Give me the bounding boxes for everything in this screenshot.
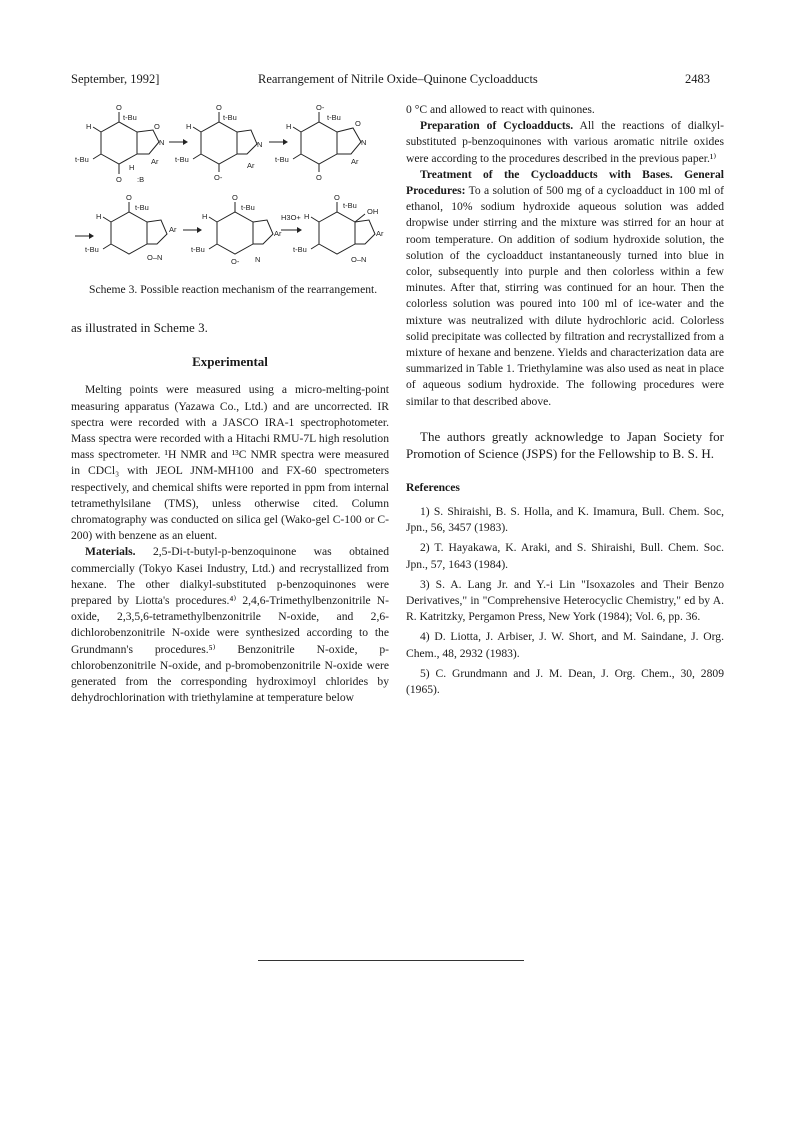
scheme-molecule-6: [293, 193, 384, 264]
svg-text:O: O: [355, 119, 361, 128]
svg-text:H3O+: H3O+: [281, 213, 301, 222]
svg-text:N: N: [159, 138, 165, 147]
scheme-molecule-4: [85, 193, 177, 262]
svg-text:Ar: Ar: [351, 157, 359, 166]
materials-text: 2,5-Di-t-butyl-p-benzoquinone was obtained commercially (Tokyo Kasei Industry, Ltd.) and recrystallized from hexane. The other dialkyl-substituted p-benzoquinones were prepared by Liotta's procedures.⁴⁾ 2,4,6-Trimethylbenzonitrile N-oxide, 2,3,5,6-tetramethylbenzonitrile N-oxide, and 2,6-dichlorobenzonitrile N-oxide were synthesized according to the Grundmann's procedures.⁵⁾ Benzonitrile N-oxide, p-chlorobenzonitrile N-oxide, and p-bromobenzonitrile N-oxide were generated from the corresponding hydroximoyl chlorides by dehydrochlorination with triethylamine at temperature below: [71, 545, 389, 705]
preparation-heading: Preparation of Cycloadducts.: [420, 119, 574, 133]
acknowledgement: The authors greatly acknowledge to Japan Society for Promotion of Science (JSPS) for the Fellowship to B. S. H.: [406, 428, 724, 461]
svg-text:O-: O-: [316, 103, 325, 112]
svg-text:t-Bu: t-Bu: [327, 113, 341, 122]
svg-text:H: H: [86, 122, 92, 131]
materials-heading: Materials.: [85, 545, 136, 559]
svg-text:H: H: [96, 212, 102, 221]
treatment-heading: Treatment of the Cycloadducts with Bases. General Procedures:: [406, 167, 724, 198]
svg-text:O: O: [216, 103, 222, 112]
reference-item: 5) C. Grundmann and J. M. Dean, J. Org. Chem., 30, 2809 (1965).: [406, 666, 724, 697]
svg-text:N: N: [361, 138, 367, 147]
svg-text:H: H: [202, 212, 208, 221]
scheme-molecule-5: [191, 193, 282, 266]
continued-text: 0 °C and allowed to react with quinones.: [406, 103, 595, 116]
references-heading: References: [406, 480, 460, 494]
svg-text:H: H: [304, 212, 310, 221]
svg-text:O: O: [116, 175, 122, 184]
svg-text:t-Bu: t-Bu: [175, 155, 189, 164]
reference-item: 4) D. Liotta, J. Arbiser, J. W. Short, and M. Saindane, J. Org. Chem., 48, 2932 (1983).: [406, 630, 724, 660]
svg-text::B: :B: [137, 175, 145, 184]
scheme-molecule-1: [75, 103, 164, 184]
svg-text:H: H: [286, 122, 292, 131]
treatment-text: To a solution of 500 mg of a cycloadduct in 100 ml of ethanol, 10% sodium hydroxide aqueous solution was added dropwise under stirring and the mixture was stirred for an hour at room temperature. On addition of sodium hydroxide solution, the solution of the cycloadduct instantaneously turned into blue in color, subsequently into purple and then colorless within a few minutes. After that, stirring was continued for an hour. Then the colorless solution was poured into 100 ml of ice-water and the mixture was neutralized with dilute hydrochloric acid. Colorless solid precipitate was collected by filtration and recrystallized from a mixture of hexane and benzene. Yields and characterization data are summarized in Table 1. Triethylamine was also used as neat in place of aqueous sodium hydroxide. The following procedures were similar to that described above.: [406, 184, 724, 408]
svg-text:Ar: Ar: [274, 229, 282, 238]
svg-text:Ar: Ar: [151, 157, 159, 166]
materials-paragraph: [71, 544, 389, 706]
running-header-title: Rearrangement of Nitrile Oxide–Quinone Cycloadducts: [258, 72, 538, 86]
svg-text:O: O: [126, 193, 132, 202]
running-header-date: September, 1992]: [71, 72, 160, 86]
svg-text:H: H: [186, 122, 192, 131]
preparation-text: All the reactions of dialkyl-substituted p-benzoquinones with various aromatic nitrile oxides were according to the procedures described in the previous paper.¹⁾: [406, 119, 724, 165]
svg-text:t-Bu: t-Bu: [343, 201, 357, 210]
svg-text:N: N: [255, 255, 261, 264]
svg-text:O–N: O–N: [351, 255, 367, 264]
svg-text:t-Bu: t-Bu: [75, 155, 89, 164]
scheme-3-figure: [71, 102, 389, 278]
page-number: 2483: [685, 72, 710, 86]
svg-text:O-: O-: [214, 173, 223, 182]
svg-text:t-Bu: t-Bu: [123, 113, 137, 122]
svg-text:t-Bu: t-Bu: [135, 203, 149, 212]
end-rule: [258, 960, 524, 961]
reference-item: 3) S. A. Lang Jr. and Y.-i Lin "Isoxazoles and Their Benzo Derivatives," in "Comprehensive Heterocyclic Chemistry," ed by A. R. Katritzky, Pergamon Press, New York (1984); Vol. 6, pp. 36.: [406, 577, 724, 624]
svg-text:H: H: [129, 163, 135, 172]
experimental-paragraph: Melting points were measured using a micro-melting-point measuring apparatus (Yazawa Co., Ltd.) and are uncorrected. IR spectra were recorded with a JASCO IRA-1 spectrophotometer. Mass spectra were recorded with a Hitachi RMU-7L high resolution mass spectrometer. ¹H NMR and ¹³C NMR spectra were measured in CDCl₃ with JEOL JNM-MH100 and FX-60 spectrometers respectively, and chemical shifts were reported in ppm from internal tetramethylsilane (TMS), unless otherwise cited. Column chromatography was conducted on silica gel (Wako-gel C-100 or C-200) with benzene as an eluent.: [71, 383, 389, 543]
left-column: [71, 102, 389, 706]
scheme-molecule-3: [275, 103, 366, 182]
svg-text:O: O: [316, 173, 322, 182]
svg-text:Ar: Ar: [376, 229, 384, 238]
preparation-paragraph: [406, 118, 724, 167]
svg-text:Ar: Ar: [169, 225, 177, 234]
svg-text:t-Bu: t-Bu: [241, 203, 255, 212]
svg-text:O: O: [334, 193, 340, 202]
svg-text:OH: OH: [367, 207, 379, 216]
svg-text:O-: O-: [231, 257, 240, 266]
right-column: [406, 102, 724, 702]
experimental-heading: Experimental: [192, 354, 268, 370]
reference-item: 2) T. Hayakawa, K. Araki, and S. Shiraishi, Bull. Chem. Soc. Jpn., 57, 1643 (1984).: [406, 541, 724, 571]
svg-text:O–N: O–N: [147, 253, 163, 262]
svg-text:t-Bu: t-Bu: [223, 113, 237, 122]
svg-text:O: O: [154, 122, 160, 131]
scheme-caption: Scheme 3. Possible reaction mechanism of the rearrangement.: [89, 283, 378, 296]
svg-text:t-Bu: t-Bu: [191, 245, 205, 254]
treatment-paragraph: [406, 167, 724, 410]
svg-text:t-Bu: t-Bu: [275, 155, 289, 164]
scheme-molecule-2: [175, 103, 262, 182]
reference-item: 1) S. Shiraishi, B. S. Holla, and K. Imamura, Bull. Chem. Soc, Jpn., 56, 3457 (1983).: [406, 505, 724, 535]
illustrated-text: as illustrated in Scheme 3.: [71, 320, 208, 335]
svg-text:O: O: [232, 193, 238, 202]
svg-text:Ar: Ar: [247, 161, 255, 170]
svg-text:t-Bu: t-Bu: [293, 245, 307, 254]
svg-text:t-Bu: t-Bu: [85, 245, 99, 254]
svg-text:O: O: [116, 103, 122, 112]
scheme-3-drawing: [71, 102, 389, 278]
svg-text:N: N: [257, 140, 263, 149]
